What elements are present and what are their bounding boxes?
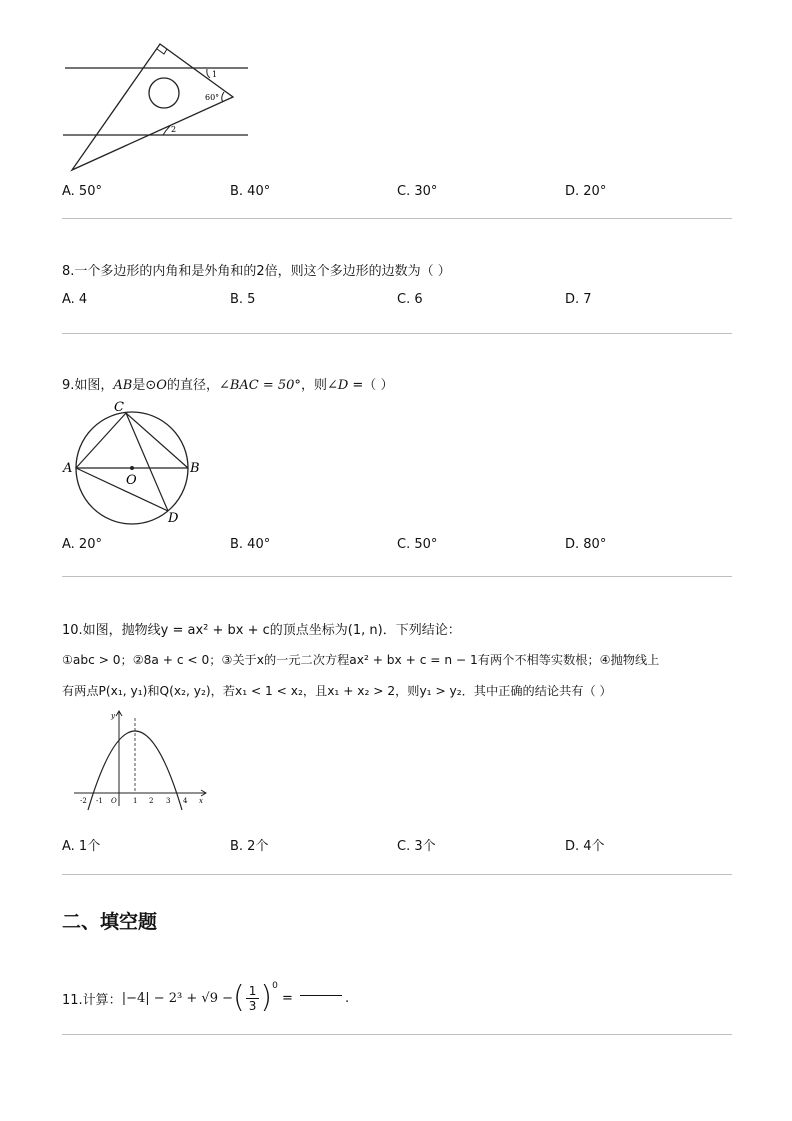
q9-angle-d: ∠D xyxy=(326,378,349,393)
angle-60-arc xyxy=(222,92,224,102)
q9-option-d[interactable]: D. 80° xyxy=(565,537,607,552)
q11-frac-den: 3 xyxy=(248,998,257,1013)
q8-question: 8.一个多边形的内角和是外角和的2倍，则这个多边形的边数为（ ） xyxy=(62,264,451,279)
triangle xyxy=(72,44,233,170)
divider xyxy=(62,333,732,334)
q7-option-a[interactable]: A. 50° xyxy=(62,184,102,199)
angle-60-label: 60° xyxy=(205,93,220,102)
divider xyxy=(62,874,732,875)
q11-fraction xyxy=(246,984,260,1013)
q10-line1: 10.如图，抛物线y = ax² + bx + c的顶点坐标为(1, n)．下列结论： xyxy=(62,623,461,638)
q7-option-c[interactable]: C. 30° xyxy=(397,184,438,199)
q9-mid3: ，则 xyxy=(300,378,327,393)
segment-cd xyxy=(126,413,168,511)
q9-figure xyxy=(60,396,210,531)
q11-prefix: 11.计算： xyxy=(62,992,122,1008)
q9-option-c[interactable]: C. 50° xyxy=(397,537,438,552)
q11-question xyxy=(62,980,350,1015)
label-o: O xyxy=(126,473,137,488)
q11-eq: = xyxy=(277,990,297,1006)
q11-expr: |−4| − 2³ + √9 − xyxy=(121,990,233,1006)
q7-option-b[interactable]: B. 40° xyxy=(230,184,271,199)
section-title: 二、填空题 xyxy=(62,911,158,933)
q9-ab: AB xyxy=(113,378,133,393)
origin-label: O xyxy=(111,797,117,805)
q11-paren-close: ) xyxy=(260,980,273,1015)
q11-frac-num: 1 xyxy=(246,984,260,999)
label-c: C xyxy=(114,400,124,415)
center-dot xyxy=(130,466,134,470)
q9-option-b[interactable]: B. 40° xyxy=(230,537,271,552)
q8-option-d[interactable]: D. 7 xyxy=(565,292,592,307)
q9-mid1: 是⊙ xyxy=(132,378,157,393)
q11-suffix: . xyxy=(344,990,350,1006)
angle-1-arc xyxy=(207,69,210,78)
right-angle-mark xyxy=(157,49,167,54)
q9-prefix: 9.如图， xyxy=(62,378,114,393)
q10-line2: ①abc > 0；②8a + c < 0；③关于x的一元二次方程ax² + bx + c = n − 1有两个不相等实数根；④抛物线上 xyxy=(62,653,660,667)
segment-bc xyxy=(126,413,188,468)
q9-o: O xyxy=(156,378,167,393)
q9-question xyxy=(62,374,393,393)
divider xyxy=(62,218,732,219)
q10-option-c[interactable]: C. 3个 xyxy=(397,839,436,854)
q7-option-d[interactable]: D. 20° xyxy=(565,184,607,199)
q9-option-a[interactable]: A. 20° xyxy=(62,537,102,552)
small-circle xyxy=(149,78,179,108)
divider xyxy=(62,576,732,577)
q10-option-d[interactable]: D. 4个 xyxy=(565,839,605,854)
q11-answer-blank[interactable] xyxy=(300,995,342,996)
tick-neg1: -1 xyxy=(96,797,103,805)
x-axis-label: x xyxy=(199,797,203,805)
q7-figure xyxy=(60,38,255,178)
q8-option-a[interactable]: A. 4 xyxy=(62,292,88,307)
q11-paren-open: ( xyxy=(233,980,245,1015)
q9-mid2: 的直径， xyxy=(166,378,219,393)
q10-option-b[interactable]: B. 2个 xyxy=(230,839,269,854)
q9-angle-expr: ∠BAC = 50° xyxy=(218,378,301,393)
label-a: A xyxy=(63,461,73,476)
tick-1: 1 xyxy=(133,797,138,805)
label-b: B xyxy=(190,461,200,476)
angle-1-label: 1 xyxy=(212,70,218,79)
tick-2: 2 xyxy=(149,797,154,805)
q9-suffix: =（ ） xyxy=(348,378,394,393)
q10-line3: 有两点P(x₁, y₁)和Q(x₂, y₂)，若x₁ < 1 < x₂，且x₁ + x₂ > 2，则y₁ > y₂．其中正确的结论共有（ ） xyxy=(62,684,612,698)
q10-option-a[interactable]: A. 1个 xyxy=(62,839,101,854)
q11-exponent: 0 xyxy=(272,981,278,991)
tick-neg2: -2 xyxy=(80,797,87,805)
angle-2-label: 2 xyxy=(171,125,177,134)
q8-option-b[interactable]: B. 5 xyxy=(230,292,256,307)
tick-4: 4 xyxy=(183,797,188,805)
y-axis-label: y xyxy=(111,712,115,720)
label-d: D xyxy=(168,511,179,526)
q8-option-c[interactable]: C. 6 xyxy=(397,292,423,307)
q10-figure xyxy=(68,706,216,816)
divider xyxy=(62,1034,732,1035)
tick-3: 3 xyxy=(166,797,171,805)
